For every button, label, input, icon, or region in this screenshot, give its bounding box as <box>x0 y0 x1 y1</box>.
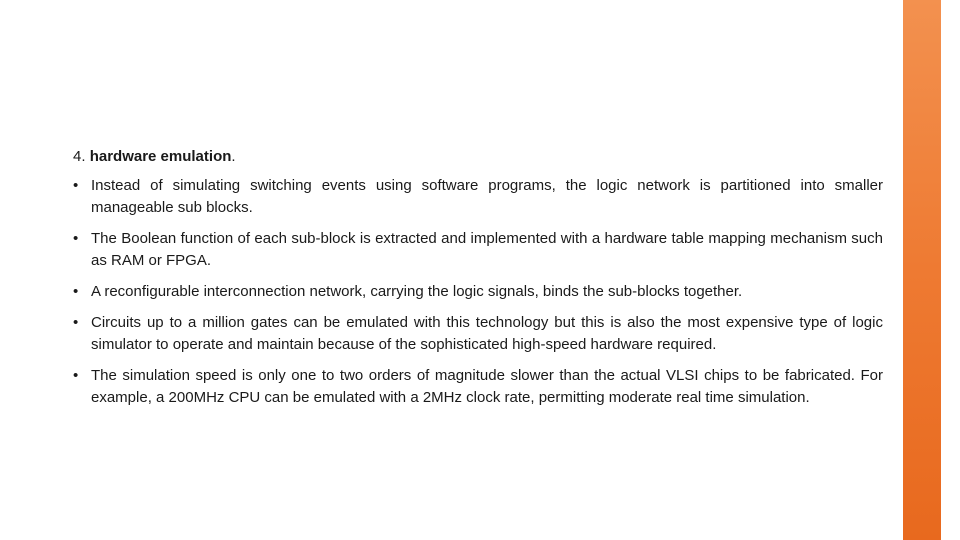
bullet-item <box>73 365 883 409</box>
bullet-text: The simulation speed is only one to two orders of magnitude slower than the actual VLSI chips to be fabricated. For example, a 200MHz CPU can be emulated with a 2MHz clock rate, permitting moderate real time simulation. <box>91 367 883 406</box>
bullet-dot: • <box>73 283 79 300</box>
heading-period: . <box>231 148 236 165</box>
bullet-text: A reconfigurable interconnection network, carrying the logic signals, binds the sub-blocks together. <box>91 283 743 300</box>
bullet-list <box>73 175 883 409</box>
accent-bar <box>903 0 941 540</box>
bullet-dot: • <box>73 230 79 247</box>
bullet-dot: • <box>73 314 79 331</box>
heading-title: hardware emulation <box>89 148 232 165</box>
bullet-text: The Boolean function of each sub-block is extracted and implemented with a hardware table mapping mechanism such as RAM or FPGA. <box>91 230 883 269</box>
bullet-dot: • <box>73 367 79 384</box>
bullet-item <box>73 228 883 272</box>
bullet-item <box>73 281 883 303</box>
bullet-text: Instead of simulating switching events using software programs, the logic network is partitioned into smaller manageable sub blocks. <box>91 177 883 216</box>
heading-number: 4. <box>73 148 86 165</box>
bullet-item <box>73 312 883 356</box>
bullet-item <box>73 175 883 219</box>
section-heading <box>73 146 883 168</box>
slide-content <box>73 146 883 418</box>
bullet-text: Circuits up to a million gates can be emulated with this technology but this is also the most expensive type of logic simulator to operate and maintain because of the sophisticated high-speed hardware required. <box>91 314 883 353</box>
bullet-dot: • <box>73 177 79 194</box>
